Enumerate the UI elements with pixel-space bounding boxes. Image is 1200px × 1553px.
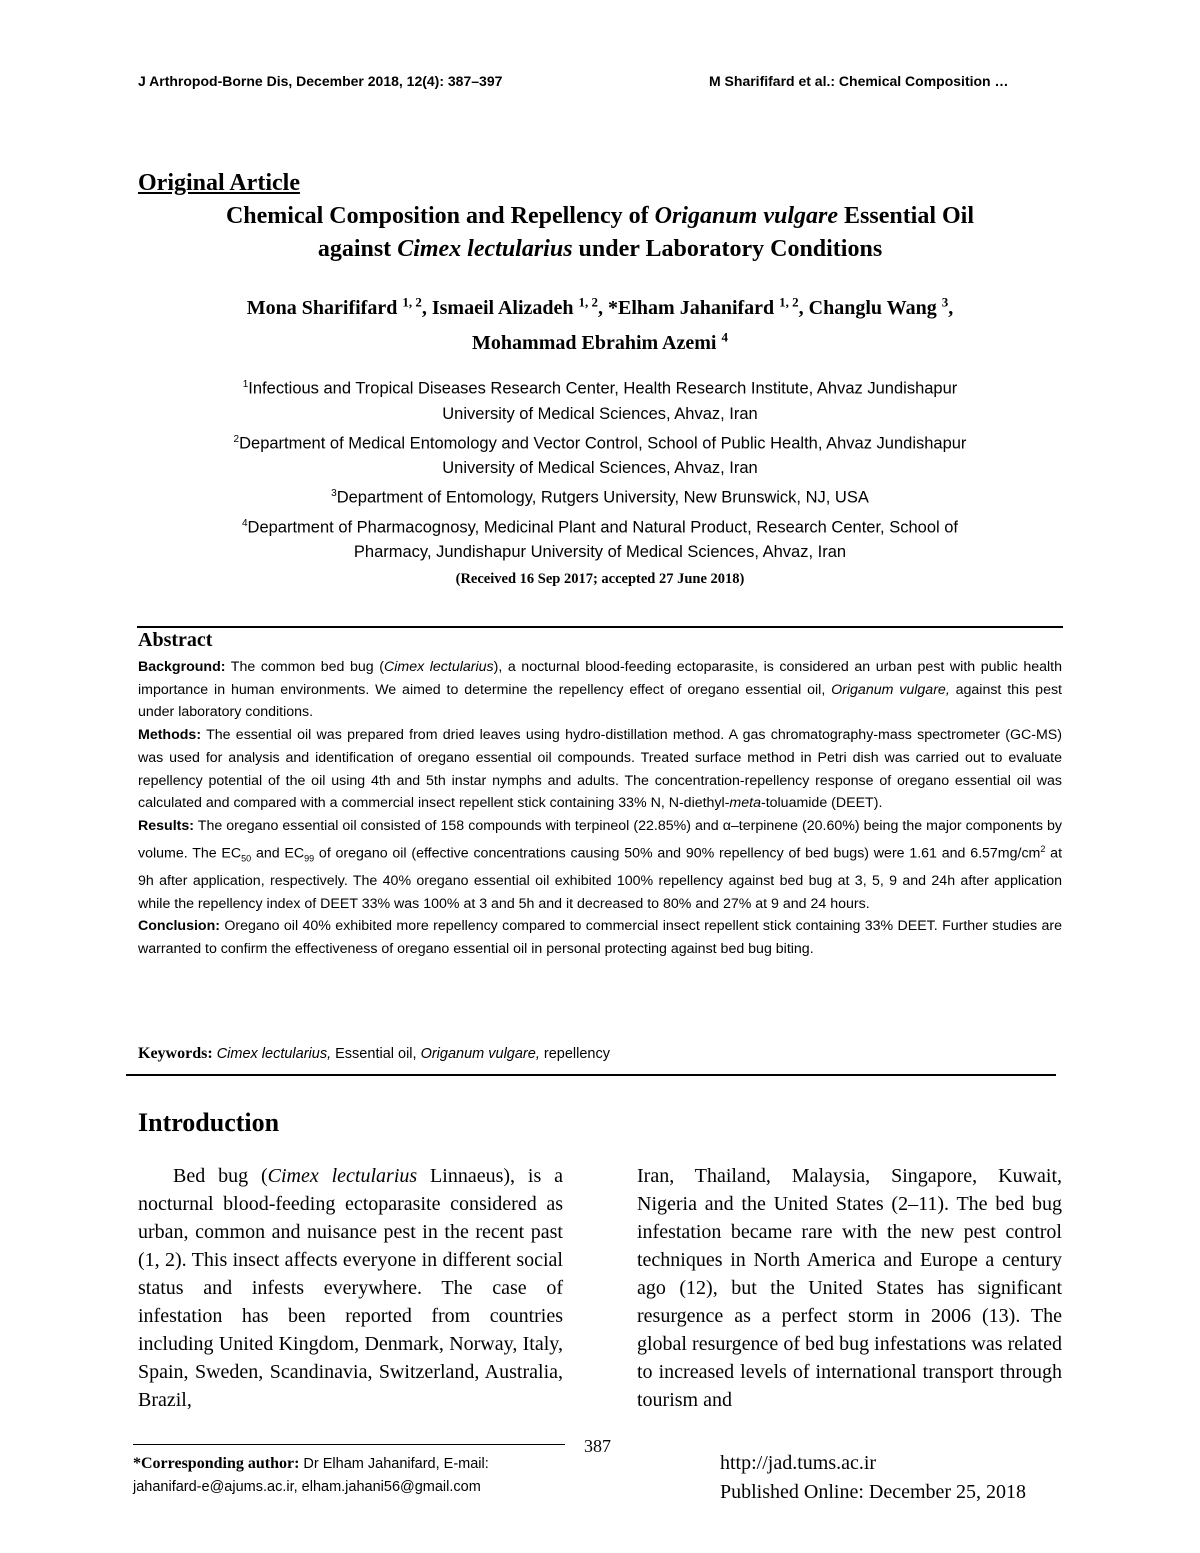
affiliations	[110, 372, 1090, 565]
abstract-top-rule	[137, 626, 1063, 628]
journal-citation: J Arthropod-Borne Dis, December 2018, 12(4): 387–397	[138, 73, 503, 89]
affiliation: $^1$Infectious and Tropical Diseases Research Center, Health Research Institute, Ahvaz Jundishapur University of Medical Sciences, Ahvaz, Iran	[242, 379, 958, 423]
received-dates: (Received 16 Sep 2017; accepted 27 June 2018)	[455, 571, 745, 587]
intro-column-left: Bed bug (Cimex lectularius Linnaeus), is a nocturnal blood-feeding ectoparasite considered as urban, common and nuisance pest in the recent past (1, 2). This insect affects everyone in different social status and infests everywhere. The case of infestation has been reported from countries including United Kingdom, Denmark, Norway, Italy, Spain, Sweden, Scandinavia, Switzerland, Australia, Brazil,	[138, 1165, 564, 1411]
footnote-rule	[133, 1444, 565, 1445]
affiliation: $^3$Department of Entomology, Rutgers University, New Brunswick, NJ, USA	[331, 488, 869, 507]
article-type: Original Article	[138, 170, 300, 196]
author: Ismaeil Alizadeh $^{1, 2}$,	[431, 294, 609, 319]
abstract-bottom-rule	[126, 1074, 1056, 1076]
author: *Elham Jahanifard $^{1, 2}$,	[608, 294, 809, 319]
author: Changlu Wang $^3$,	[808, 294, 954, 319]
author: Mohammad Ebrahim Azemi $^4$	[472, 329, 728, 355]
abstract-conclusion: Conclusion: Oregano oil 40% exhibited more repellency compared to commercial insect repellent stick containing 33% DEET. Further studies are warranted to confirm the effectiveness of oregano essential oil in personal protecting against bed bug biting.	[138, 918, 1062, 957]
affiliation: $^2$Department of Medical Entomology and Vector Control, School of Public Health, Ahvaz Jundishapur University of Medical Sciences, Ahvaz, Iran	[233, 433, 967, 477]
abstract-heading: Abstract	[138, 629, 213, 651]
journal-footer	[720, 1449, 1026, 1507]
intro-column-right: Iran, Thailand, Malaysia, Singapore, Kuwait, Nigeria and the United States (2–11). The bed bug infestation became rare with the new pest control techniques in North America and Europe a century ago (12), but the United States has significant resurgence as a perfect storm in 2006 (13). The global resurgence of bed bug infestations was related to increased levels of international transport through tourism and	[637, 1165, 1062, 1411]
author: Mona Sharififard $^{1, 2}$,	[246, 294, 432, 319]
author-emails[interactable]: jahanifard-e@ajums.ac.ir, elham.jahani56@gmail.com	[133, 1479, 481, 1495]
running-title: M Sharififard et al.: Chemical Composition …	[709, 73, 1009, 89]
corresponding-author: *Corresponding author: Dr Elham Jahanifard, E-mail: jahanifard-e@ajums.ac.ir, elham.jahani56@gmail.com	[133, 1455, 489, 1495]
affiliation: $^4$Department of Pharmacognosy, Medicinal Plant and Natural Product, Research Center, School of Pharmacy, Jundishapur University of Medical Sciences, Ahvaz, Iran	[241, 517, 959, 561]
abstract-background: Background: The common bed bug (Cimex lectularius), a nocturnal blood-feeding ectoparasite, is considered an urban pest with public health importance in human environments. We aimed to determine the repellency effect of oregano essential oil, Origanum vulgare, against this pest under laboratory conditions.	[138, 659, 1063, 721]
abstract-results: Results: The oregano essential oil consisted of 158 compounds with terpineol (22.85%) and α–terpinene (20.60%) being the major components by volume. The $EC_{50}$ and $EC_{99}$ of oregano oil (effective concentrations causing 50% and 90% repellency of bed bugs) were 1.61 and $6.57mg/cm^2$ at 9h after application, respectively. The 40% oregano essential oil exhibited 100% repellency against bed bug at 3, 5, 9 and 24h after application while the repellency index of DEET 33% was 100% at 3 and 5h and it decreased to 80% and 27% at 9 and 24 hours.	[138, 817, 1063, 912]
journal-website-link[interactable]: http://jad.tums.ac.ir	[720, 1452, 877, 1474]
keywords: Keywords: Cimex lectularius, Essential oil, Origanum vulgare, repellency	[138, 1045, 610, 1062]
page-number: 387	[584, 1436, 611, 1456]
abstract-body	[138, 656, 1062, 961]
article-title: Chemical Composition and Repellency of Origanum vulgare Essential Oil against Cimex lectularius under Laboratory Conditions	[225, 203, 975, 262]
abstract-methods: Methods: The essential oil was prepared from dried leaves using hydro-distillation method. A gas chromatography-mass spectrometer (GC-MS) was used for analysis and identification of oregano essential oil compounds. Treated surface method in Petri dish was carried out to evaluate repellency potential of the oil using 4th and 5th instar nymphs and adults. The concentration-repellency response of oregano essential oil was calculated and compared with a commercial insect repellent stick containing 33% N, N-diethyl-meta-toluamide (DEET).	[138, 727, 1062, 812]
author-list	[120, 287, 1080, 358]
published-date: Published Online: December 25, 2018	[720, 1481, 1027, 1503]
introduction-heading: Introduction	[138, 1108, 280, 1137]
